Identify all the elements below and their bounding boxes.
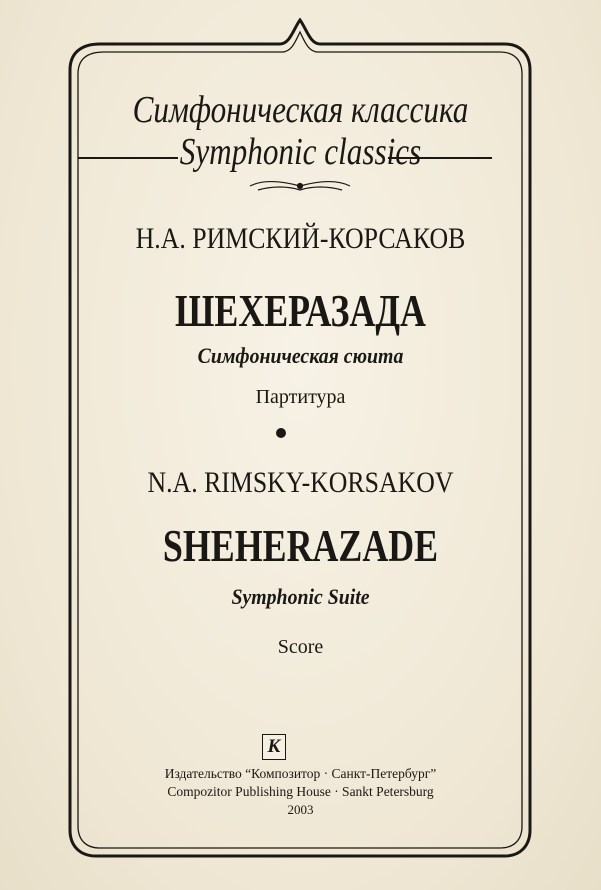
work-title-english: SHEHERAZADE [162, 520, 439, 571]
work-title-russian: ШЕХЕРАЗАДА [175, 285, 426, 336]
edition-format-russian: Партитура [255, 386, 346, 408]
ornament [250, 182, 350, 191]
work-subtitle-russian: Симфоническая сюита [197, 343, 404, 368]
series-title-russian: Симфоническая классика [132, 89, 469, 131]
composer-name-russian: Н.А. РИМСКИЙ-КОРСАКОВ [135, 222, 466, 255]
publisher-logo-icon [262, 734, 286, 760]
work-subtitle-english: Symphonic Suite [231, 584, 370, 609]
publisher-line-english: Compozitor Publishing House · Sankt Petersburg [167, 784, 434, 799]
publisher-logo-letter: К [267, 736, 281, 757]
edition-format-english: Score [277, 636, 324, 658]
composer-name-english: N.A. RIMSKY-KORSAKOV [147, 466, 454, 499]
separator-bullet-icon [276, 428, 286, 438]
series-title-english: Symphonic classics [179, 131, 422, 173]
publisher-line-russian: Издательство “Композитор · Санкт-Петербург” [164, 766, 437, 781]
publication-year: 2003 [287, 802, 314, 817]
